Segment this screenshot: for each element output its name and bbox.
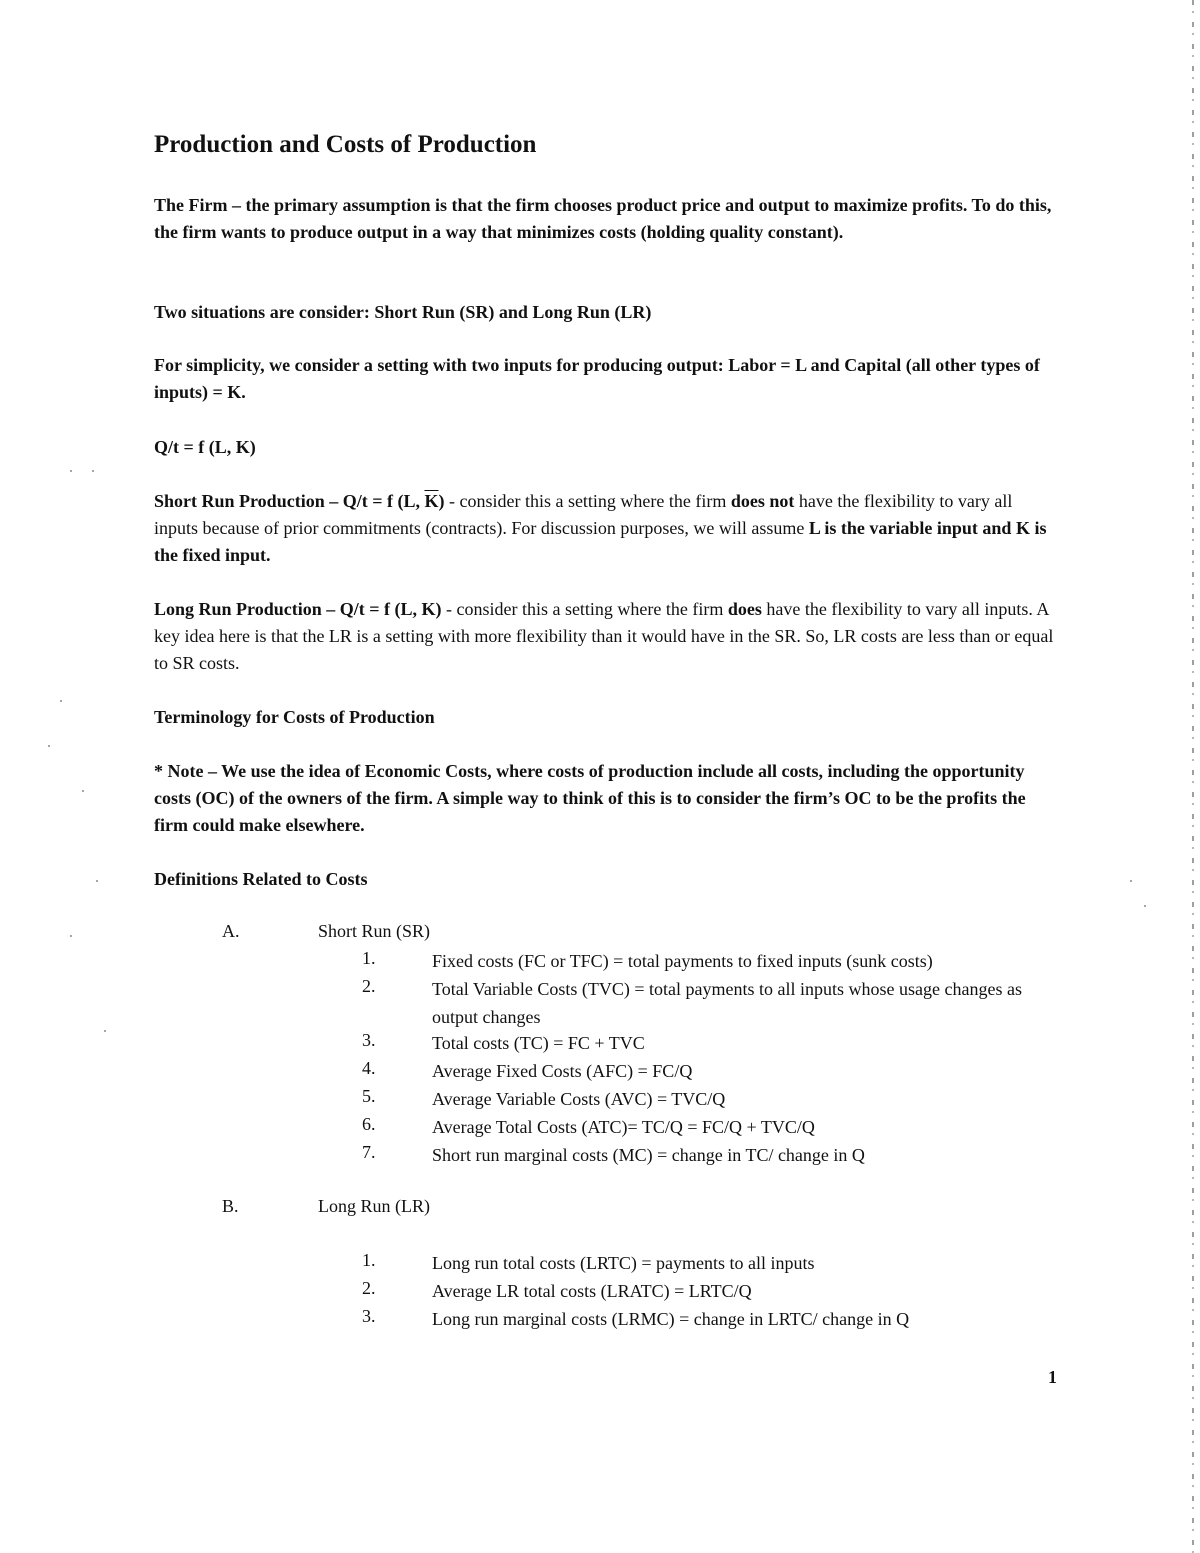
section-b-item-number: 3. bbox=[362, 1306, 376, 1326]
scan-speck bbox=[92, 470, 94, 472]
short-run-text-1: - consider this a setting where the firm bbox=[444, 491, 731, 511]
production-function: Q/t = f (L, K) bbox=[154, 437, 256, 457]
section-a-item-text: Total costs (TC) = FC + TVC bbox=[432, 1033, 645, 1053]
section-b-item-number: 1. bbox=[362, 1250, 376, 1270]
section-a-item-number: 6. bbox=[362, 1114, 376, 1134]
long-run-lead: Long Run Production – Q/t = f (L, K) bbox=[154, 599, 442, 619]
short-run-close: ) bbox=[438, 491, 445, 511]
short-run-bold-1: does not bbox=[730, 491, 795, 511]
scan-speck bbox=[60, 700, 62, 702]
section-a-item-text: Total Variable Costs (TVC) = total payments to all inputs whose usage changes as output changes bbox=[432, 979, 1022, 1027]
definitions-heading: Definitions Related to Costs bbox=[154, 869, 368, 889]
long-run-paragraph bbox=[154, 596, 1054, 677]
long-run-text-2: have the flexibility to vary all inputs. A key idea here is that the LR is a setting with more flexibility than it would have in the SR. So, LR costs are less than or equal to SR costs. bbox=[154, 599, 1054, 673]
scan-speck bbox=[70, 470, 72, 472]
section-a-item-text: Short run marginal costs (MC) = change in TC/ change in Q bbox=[432, 1145, 865, 1165]
short-run-lead: Short Run Production – Q/t = f (L, bbox=[154, 491, 425, 511]
long-run-text-1: - consider this a setting where the firm bbox=[441, 599, 728, 619]
section-a-item-text: Average Total Costs (ATC)= TC/Q = FC/Q + TVC/Q bbox=[432, 1117, 815, 1137]
short-run-text-2: have the flexibility to vary all inputs because of prior commitments (contracts). For discussion purposes, we will assume bbox=[154, 491, 1013, 538]
scan-speck bbox=[70, 935, 72, 937]
fixed-capital-symbol: $\overline{K}$ bbox=[424, 491, 439, 511]
simplicity-paragraph: For simplicity, we consider a setting with two inputs for producing output: Labor = L and Capital (all other types of inputs) = K. bbox=[154, 355, 1040, 402]
section-a-item-number: 5. bbox=[362, 1086, 376, 1106]
situations-line: Two situations are consider: Short Run (SR) and Long Run (LR) bbox=[154, 302, 652, 322]
section-b-item-text: Long run total costs (LRTC) = payments to all inputs bbox=[432, 1253, 815, 1273]
scan-speck bbox=[82, 790, 84, 792]
section-a-item-number: 4. bbox=[362, 1058, 376, 1078]
short-run-paragraph bbox=[154, 488, 1054, 569]
scan-speck bbox=[1130, 880, 1132, 882]
firm-text: – the primary assumption is that the firm chooses product price and output to maximize profits. To do this, the firm wants to produce output in a way that minimizes costs (holding quality constant). bbox=[154, 195, 1052, 242]
firm-lead: The Firm bbox=[154, 195, 228, 215]
section-a-item-number: 2. bbox=[362, 976, 376, 996]
long-run-bold-1: does bbox=[727, 599, 762, 619]
scan-speck bbox=[1144, 905, 1146, 907]
section-b-item-text: Average LR total costs (LRATC) = LRTC/Q bbox=[432, 1281, 752, 1301]
section-a-letter: A. bbox=[222, 921, 240, 941]
scan-speck bbox=[48, 745, 50, 747]
scan-speck bbox=[104, 1030, 106, 1032]
section-b-item-number: 2. bbox=[362, 1278, 376, 1298]
scan-speck bbox=[96, 880, 98, 882]
section-a-item-number: 7. bbox=[362, 1142, 376, 1162]
section-a-item-number: 1. bbox=[362, 948, 376, 968]
section-a-item-text: Fixed costs (FC or TFC) = total payments to fixed inputs (sunk costs) bbox=[432, 951, 933, 971]
economic-costs-note: * Note – We use the idea of Economic Costs, where costs of production include all costs, including the opportunity costs (OC) of the owners of the firm. A simple way to think of this is to consider the firm’s OC to be the profits the firm could make elsewhere. bbox=[154, 761, 1026, 835]
section-a-item-number: 3. bbox=[362, 1030, 376, 1050]
section-b-item-text: Long run marginal costs (LRMC) = change in LRTC/ change in Q bbox=[432, 1309, 910, 1329]
page-number: 1 bbox=[1048, 1367, 1057, 1387]
section-b-letter: B. bbox=[222, 1196, 239, 1216]
section-a-item-text: Average Fixed Costs (AFC) = FC/Q bbox=[432, 1061, 693, 1081]
scan-edge-artifact bbox=[1192, 0, 1194, 1553]
section-a-label: Short Run (SR) bbox=[318, 921, 431, 941]
terminology-heading: Terminology for Costs of Production bbox=[154, 707, 435, 727]
short-run-bold-2: L is the variable input and K is the fixed input. bbox=[154, 518, 1047, 565]
page-title: Production and Costs of Production bbox=[154, 131, 537, 158]
section-b-label: Long Run (LR) bbox=[318, 1196, 430, 1216]
firm-paragraph bbox=[154, 192, 1054, 246]
section-a-item-text: Average Variable Costs (AVC) = TVC/Q bbox=[432, 1089, 726, 1109]
